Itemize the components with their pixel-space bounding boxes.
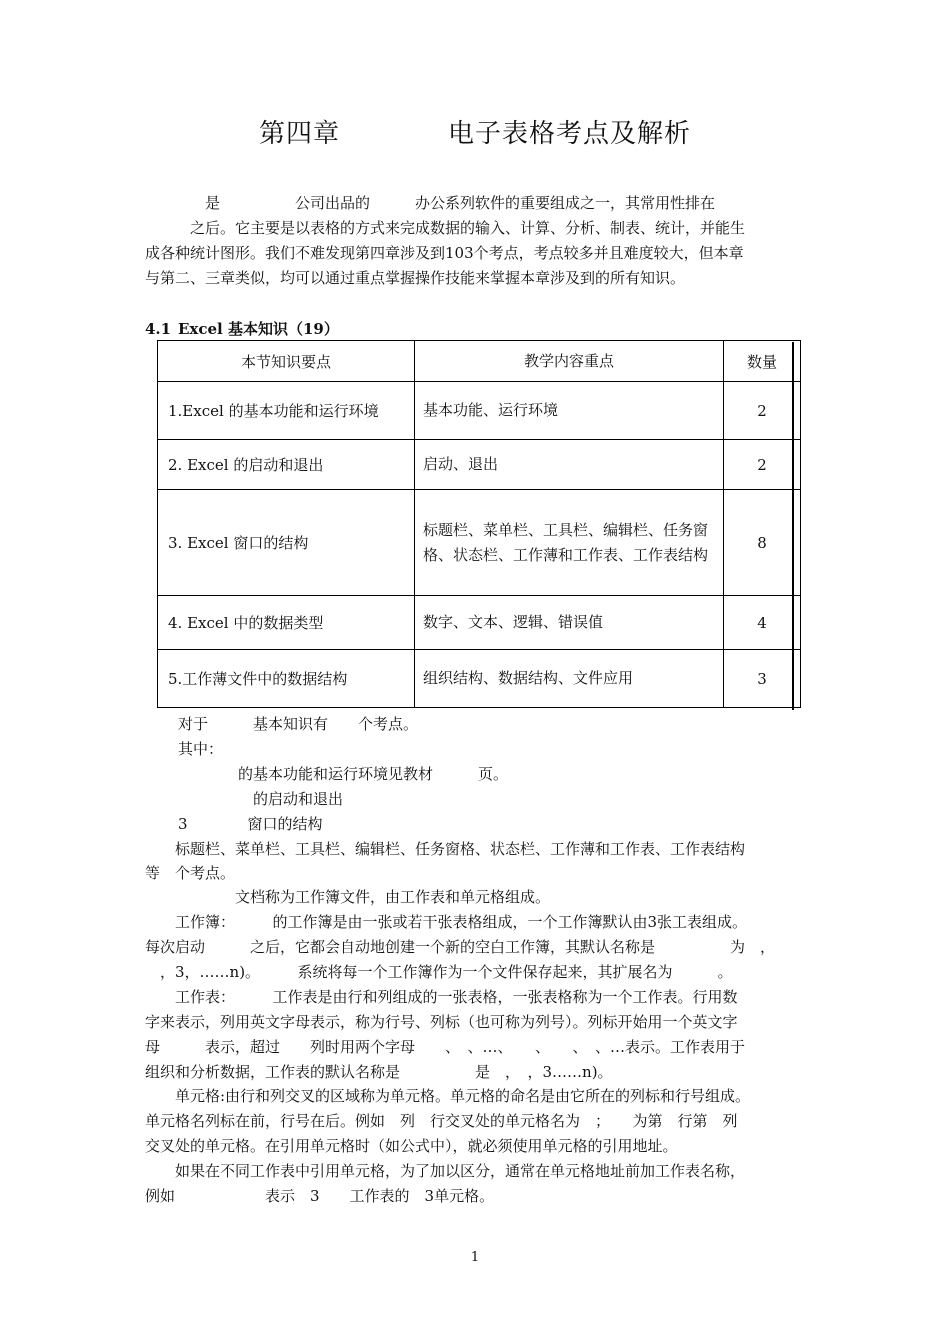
intro-line: 成各种统计图形。我们不难发现第四章涉及到103个考点，考点较多并且难度较大，但本章 [145,244,744,262]
header-point: 本节知识要点 [158,341,415,382]
doc-line: 文档称为工作簿文件，由工作表和单元格组成。 [145,888,551,906]
intro-line: 与第二、三章类似，均可以通过重点掌握操作技能来掌握本章涉及到的所有知识。 [145,269,686,287]
sheet-line: 母 表示，超过 列时用两个字母 、 、…、 、 、 、…表示。工作表用于 [145,1038,746,1056]
knowledge-table [157,340,801,708]
workbook-line: ，3，……n)。 系统将每一个工作簿作为一个文件保存起来，其扩展名为 。 [145,963,733,981]
cell-line: 单元格:由行和列交叉的区域称为单元格。单元格的命名是由它所在的列标和行号组成。 [145,1087,751,1105]
cell-line: 交叉处的单元格。在引用单元格时（如公式中），就必须使用单元格的引用地址。 [145,1137,678,1155]
cell-point: 3. Excel 窗口的结构 [158,490,415,596]
table-row [158,440,801,490]
cell-point: 1.Excel 的基本功能和运行环境 [158,382,415,440]
workbook-line: 每次启动 之后，它都会自动地创建一个新的空白工作簿，其默认名称是 为 ， [145,938,776,956]
body-line: 对于 基本知识有 个考点。 [178,715,419,733]
sheet-line: 组织和分析数据，工作表的默认名称是 是 ， ，3……n)。 [145,1063,613,1081]
table-row [158,490,801,596]
page-number: 1 [470,1250,480,1265]
body-line: 3 窗口的结构 [178,815,323,833]
cell-content: 组织结构、数据结构、文件应用 [415,650,724,708]
intro-line: 之后。它主要是以表格的方式来完成数据的输入、计算、分析、制表、统计，并能生 [145,219,746,237]
section-title: Excel 基本知识（19） [178,320,339,338]
workbook-line: 工作簿： 的工作簿是由一张或若干张表格组成，一个工作簿默认由3张工表组成。 [145,913,748,931]
sheet-line: 工作表： 工作表是由行和列组成的一张表格，一张表格称为一个工作表。行用数 [145,988,738,1006]
section-number: 4.1 [145,320,172,338]
cell-point: 4. Excel 中的数据类型 [158,596,415,650]
body-line: 其中： [178,740,224,758]
table-shadow [792,342,794,710]
cell-line: 单元格名列标在前，行号在后。例如 列 行交叉处的单元格名为 ； 为第 行第 列 [145,1112,738,1130]
cell-content: 启动、退出 [415,440,724,490]
section-heading [145,318,339,339]
table-row [158,596,801,650]
sheet-line: 字来表示，列用英文字母表示，称为行号、列标（也可称为列号）。列标开始用一个英文字 [145,1013,738,1031]
cell-count: 8 [724,490,801,596]
body-line: 的启动和退出 [178,790,344,808]
cell-point: 5.工作薄文件中的数据结构 [158,650,415,708]
table-header-row [158,341,801,382]
page-title [0,113,950,150]
window-line: 标题栏、菜单栏、工具栏、编辑栏、任务窗格、状态栏、工作薄和工作表、工作表结构 [145,840,746,858]
cell-content: 基本功能、运行环境 [415,382,724,440]
header-content: 教学内容重点 [415,341,724,382]
ref-line: 如果在不同工作表中引用单元格，为了加以区分，通常在单元格地址前加工作表名称， [145,1162,746,1180]
intro-line: 是 公司出品的 办公系列软件的重要组成之一，其常用性排在 [145,194,716,212]
header-count: 数量 [724,341,801,382]
table-row [158,650,801,708]
cell-count: 3 [724,650,801,708]
chapter-label: 第四章 [258,119,340,149]
cell-content: 标题栏、菜单栏、工具栏、编辑栏、任务窗格、状态栏、工作薄和工作表、工作表结构 [415,490,724,596]
body-line: 的基本功能和运行环境见教材 页。 [178,765,509,783]
cell-count: 4 [724,596,801,650]
chapter-title: 电子表格考点及解析 [448,119,692,149]
cell-count: 2 [724,440,801,490]
cell-point: 2. Excel 的启动和退出 [158,440,415,490]
cell-count: 2 [724,382,801,440]
ref-line: 例如 表示 3 工作表的 3单元格。 [145,1187,495,1205]
cell-content: 数字、文本、逻辑、错误值 [415,596,724,650]
window-line: 等 个考点。 [145,864,236,882]
table-row [158,382,801,440]
